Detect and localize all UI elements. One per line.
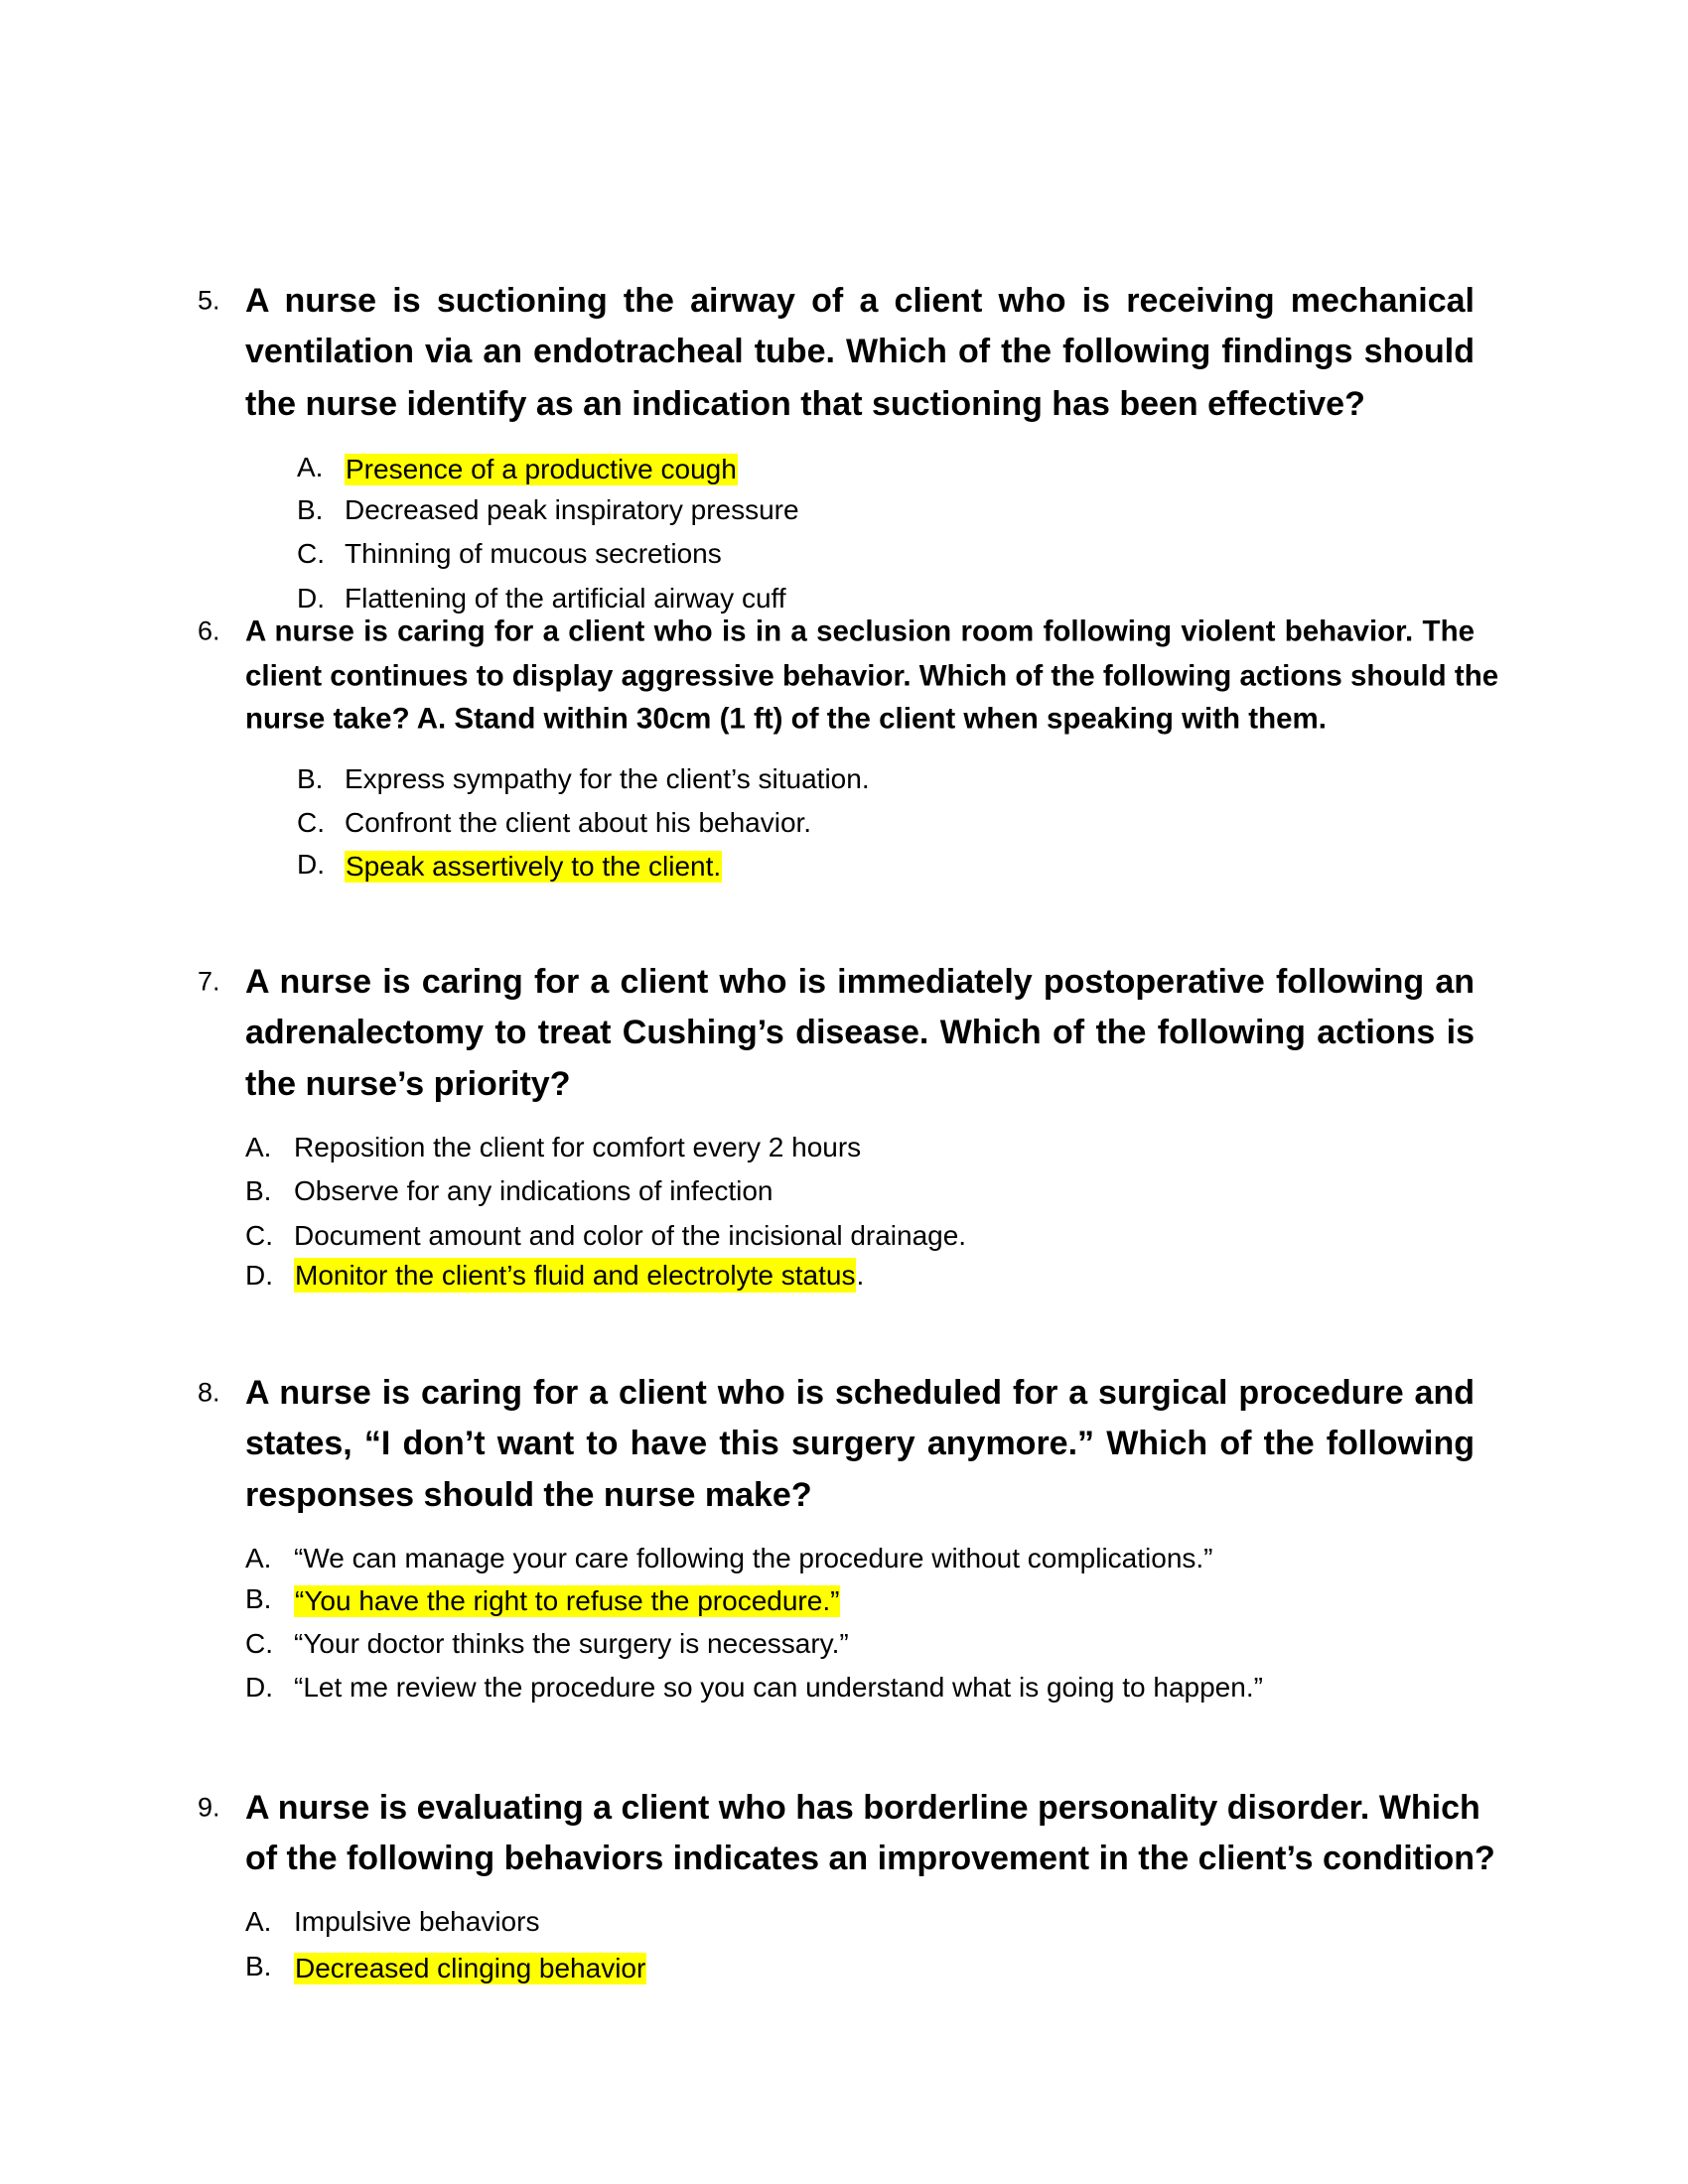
question-text-line: A nurse is caring for a client who is scheduled for a surgical procedure and bbox=[245, 1374, 1475, 1412]
option-text-highlighted: Speak assertively to the client. bbox=[346, 851, 722, 882]
option-text: Impulsive behaviors bbox=[294, 1906, 540, 1937]
option-text: Confront the client about his behavior. bbox=[345, 807, 812, 838]
option-text: Express sympathy for the client’s situation. bbox=[345, 763, 870, 794]
option-letter: C. bbox=[245, 1220, 273, 1251]
option-letter: B. bbox=[245, 1175, 272, 1206]
option-letter: D. bbox=[297, 849, 325, 880]
question-text-line: A nurse is evaluating a client who has borderline personality disorder. Which bbox=[245, 1789, 1480, 1827]
option-letter: B. bbox=[297, 494, 324, 525]
option-letter: D. bbox=[297, 583, 325, 614]
question-number: 8. bbox=[198, 1377, 220, 1408]
option-text: “We can manage your care following the procedure without complications.” bbox=[294, 1543, 1213, 1573]
option-text-suffix: . bbox=[856, 1260, 865, 1291]
question-text-line: responses should the nurse make? bbox=[245, 1476, 812, 1514]
question-text-line: A nurse is caring for a client who is in a seclusion room following violent behavior. The bbox=[245, 614, 1475, 648]
option-letter: C. bbox=[297, 807, 325, 838]
question-text-line: A nurse is suctioning the airway of a client who is receiving mechanical bbox=[245, 282, 1475, 320]
option-letter: B. bbox=[297, 763, 324, 794]
question-text-line: ventilation via an endotracheal tube. Which of the following findings should bbox=[245, 333, 1475, 370]
option-text: Thinning of mucous secretions bbox=[345, 538, 722, 569]
question-text-line: A nurse is caring for a client who is immediately postoperative following an bbox=[245, 963, 1475, 1001]
option-text-highlighted: Decreased clinging behavior bbox=[295, 1953, 646, 1983]
question-number: 9. bbox=[198, 1792, 220, 1823]
option-text: Flattening of the artificial airway cuff bbox=[345, 583, 786, 614]
question-text-line: states, “I don’t want to have this surgery anymore.” Which of the following bbox=[245, 1425, 1475, 1462]
option-text: “Your doctor thinks the surgery is necessary.” bbox=[294, 1628, 849, 1659]
option-letter: A. bbox=[245, 1906, 272, 1937]
question-number: 7. bbox=[198, 966, 220, 997]
option-letter: B. bbox=[245, 1583, 272, 1614]
question-text-line: the nurse’s priority? bbox=[245, 1065, 571, 1103]
option-text-highlighted: Monitor the client’s fluid and electrolyte status bbox=[295, 1260, 856, 1291]
option-letter: A. bbox=[245, 1132, 272, 1162]
option-text: “Let me review the procedure so you can understand what is going to happen.” bbox=[294, 1672, 1263, 1703]
option-letter: A. bbox=[245, 1543, 272, 1573]
option-letter: C. bbox=[245, 1628, 273, 1659]
option-text-wrapper bbox=[294, 1262, 864, 1290]
option-text: Decreased peak inspiratory pressure bbox=[345, 494, 799, 525]
option-letter: B. bbox=[245, 1951, 272, 1981]
option-text-highlighted: Presence of a productive cough bbox=[346, 454, 737, 484]
question-text-line: of the following behaviors indicates an improvement in the client’s condition? bbox=[245, 1840, 1495, 1877]
option-letter: D. bbox=[245, 1672, 273, 1703]
option-letter: C. bbox=[297, 538, 325, 569]
option-text: Document amount and color of the incisional drainage. bbox=[294, 1220, 967, 1251]
question-number: 5. bbox=[198, 285, 220, 316]
option-letter: D. bbox=[245, 1260, 273, 1291]
question-text-line: client continues to display aggressive behavior. Which of the following actions should the bbox=[245, 659, 1499, 693]
question-text-line: the nurse identify as an indication that suctioning has been effective? bbox=[245, 385, 1365, 423]
option-letter: A. bbox=[297, 452, 324, 482]
question-text-line: nurse take? A. Stand within 30cm (1 ft) of the client when speaking with them. bbox=[245, 702, 1327, 736]
option-text: Observe for any indications of infection bbox=[294, 1175, 774, 1206]
option-text-highlighted: “You have the right to refuse the procedure.” bbox=[295, 1585, 840, 1616]
question-number: 6. bbox=[198, 615, 220, 646]
option-text: Reposition the client for comfort every 2 hours bbox=[294, 1132, 862, 1162]
question-text-line: adrenalectomy to treat Cushing’s disease. Which of the following actions is bbox=[245, 1014, 1475, 1051]
